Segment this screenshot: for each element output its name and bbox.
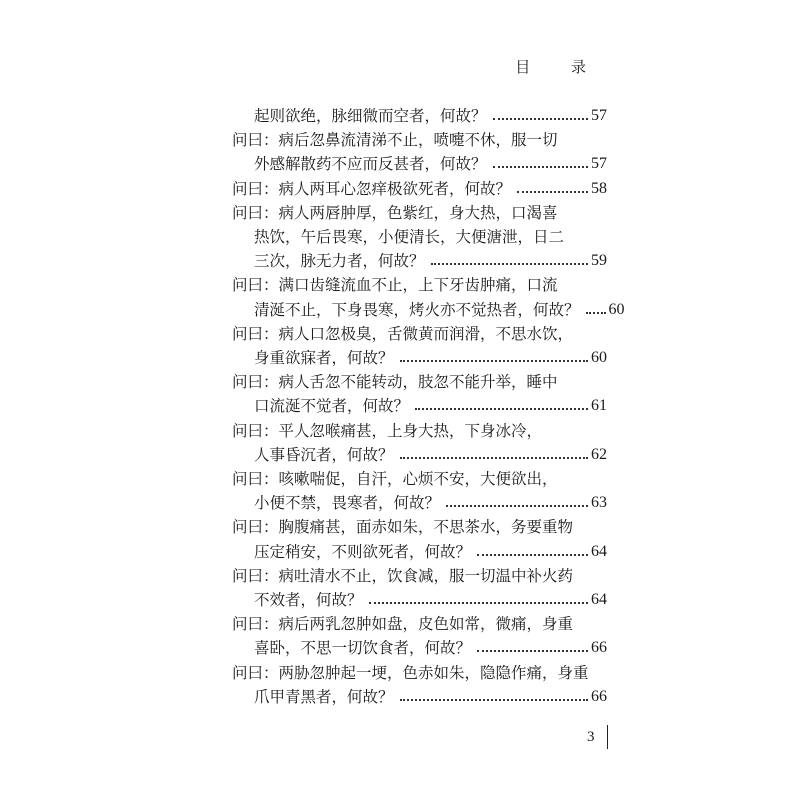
footer-rule	[607, 725, 608, 749]
toc-entry-last-line	[254, 685, 607, 709]
toc-entry-text: 三次，脉无力者，何故？	[254, 252, 425, 271]
toc-page-number[interactable]: 66	[591, 639, 607, 657]
toc-entry-line	[232, 370, 558, 394]
toc-entry-text: 问曰：病吐清水不止，饮食减，服一切温中补火药	[232, 566, 574, 585]
dot-leader	[400, 360, 588, 362]
toc-entry-text: 压定稍安，不则欲死者，何故？	[254, 542, 472, 561]
toc-entry-last-line	[254, 491, 607, 515]
toc-entry-text: 问曰：病后两乳忽肿如盘，皮色如常，微痛，身重	[232, 615, 574, 634]
dot-leader	[493, 118, 588, 120]
dot-leader	[400, 457, 588, 459]
toc-entry-text: 问曰：两胁忽肿起一埂，色赤如朱，隐隐作痛，身重	[232, 663, 589, 682]
toc-entry-last-line	[254, 540, 607, 564]
toc-entry-last-line	[254, 104, 607, 128]
dot-leader	[446, 505, 588, 507]
running-header: 目 录	[515, 58, 604, 76]
toc-entry-last-line	[254, 298, 625, 322]
toc-entry-text: 问曰：病后忽鼻流清涕不止，喷嚏不休，服一切	[232, 131, 558, 150]
dot-leader	[493, 166, 588, 168]
toc-page-number[interactable]: 58	[591, 179, 607, 197]
dot-leader	[400, 699, 588, 701]
toc-page-number[interactable]: 60	[608, 300, 625, 318]
toc-page-number[interactable]: 62	[591, 445, 607, 463]
toc-page-number[interactable]: 57	[591, 107, 607, 124]
toc-page-number[interactable]: 64	[591, 591, 607, 608]
toc-page-number[interactable]: 64	[591, 542, 607, 560]
toc-page-number[interactable]: 57	[591, 155, 607, 173]
toc-entry-text: 问曰：病人口忽极臭，舌微黄而润滑，不思水饮，	[232, 324, 574, 343]
toc-page-number[interactable]: 59	[591, 252, 607, 270]
toc-entry-text: 问曰：平人忽喉痛甚，上身大热，下身冰冷，	[232, 421, 543, 440]
toc-entry-line	[232, 612, 573, 636]
page-number: 3	[587, 728, 595, 745]
dot-leader	[517, 191, 588, 193]
toc-entry-text: 问曰：病人两耳心忽痒极欲死者，何故？	[232, 179, 512, 198]
toc-entry-last-line	[254, 394, 607, 418]
dot-leader	[415, 408, 588, 410]
dot-leader	[431, 263, 588, 265]
toc-entry-last-line	[254, 346, 607, 370]
toc-entry-last-line	[254, 588, 607, 612]
toc-entry-text: 爪甲青黑者，何故？	[254, 687, 394, 706]
toc-entry-line	[232, 419, 542, 443]
toc-entry-line	[232, 273, 558, 297]
toc-entry-line	[232, 515, 573, 539]
toc-entry-text: 清涎不止，下身畏寒，烤火亦不觉热者，何故？	[254, 300, 580, 319]
toc-entry-text: 起则欲绝，脉细微而空者，何故？	[254, 107, 487, 125]
toc-entry-line	[254, 225, 564, 249]
toc-page-number[interactable]: 61	[591, 397, 607, 415]
toc-entry-line	[232, 661, 589, 685]
toc-entry-text: 问曰：病人两唇肿厚，色紫红，身大热，口渴喜	[232, 203, 558, 222]
toc-entry-text: 喜卧，不思一切饮食者，何故？	[254, 639, 472, 658]
toc-entry-last-line	[254, 636, 607, 660]
toc-entry-text: 问曰：病人舌忽不能转动，肢忽不能升举，睡中	[232, 373, 558, 392]
toc-entry-text: 人事昏沉者，何故？	[254, 445, 394, 464]
dot-leader	[477, 554, 588, 556]
toc-entry-line	[232, 564, 573, 588]
toc-page-number[interactable]: 66	[591, 687, 607, 705]
toc-entry-text: 不效者，何故？	[254, 591, 363, 609]
toc-entry-line	[232, 322, 573, 346]
dot-leader	[477, 650, 588, 652]
toc-entry-last-line	[254, 443, 607, 467]
toc-entry-last-line	[232, 177, 607, 201]
toc-entry-text: 小便不禁，畏寒者，何故？	[254, 494, 441, 513]
toc-entry-text: 外感解散药不应而反甚者，何故？	[254, 155, 487, 174]
toc-entry-last-line	[254, 152, 607, 176]
toc-entry-text: 口流涎不觉者，何故？	[254, 397, 410, 416]
toc-entry-line	[232, 467, 558, 491]
toc-entry-line	[232, 128, 558, 152]
toc-entry-line	[232, 201, 558, 225]
dot-leader	[369, 602, 588, 604]
toc-entry-text: 身重欲寐者，何故？	[254, 349, 394, 367]
toc-entry-text: 问曰：咳嗽喘促，自汗，心烦不安，大便欲出，	[232, 470, 558, 488]
toc-page-number[interactable]: 63	[591, 494, 607, 512]
page-footer	[587, 724, 608, 750]
toc-page-number[interactable]: 60	[591, 349, 607, 366]
toc-entry-text: 问曰：胸腹痛甚，面赤如朱，不思茶水，务要重物	[232, 518, 574, 537]
toc-entry-text: 热饮，午后畏寒，小便清长，大便溏泄，日二	[254, 228, 565, 246]
toc-entry-text: 问曰：满口齿缝流血不止，上下牙齿肿痛，口流	[232, 276, 558, 295]
dot-leader	[586, 312, 606, 314]
toc-entry-last-line	[254, 249, 607, 273]
